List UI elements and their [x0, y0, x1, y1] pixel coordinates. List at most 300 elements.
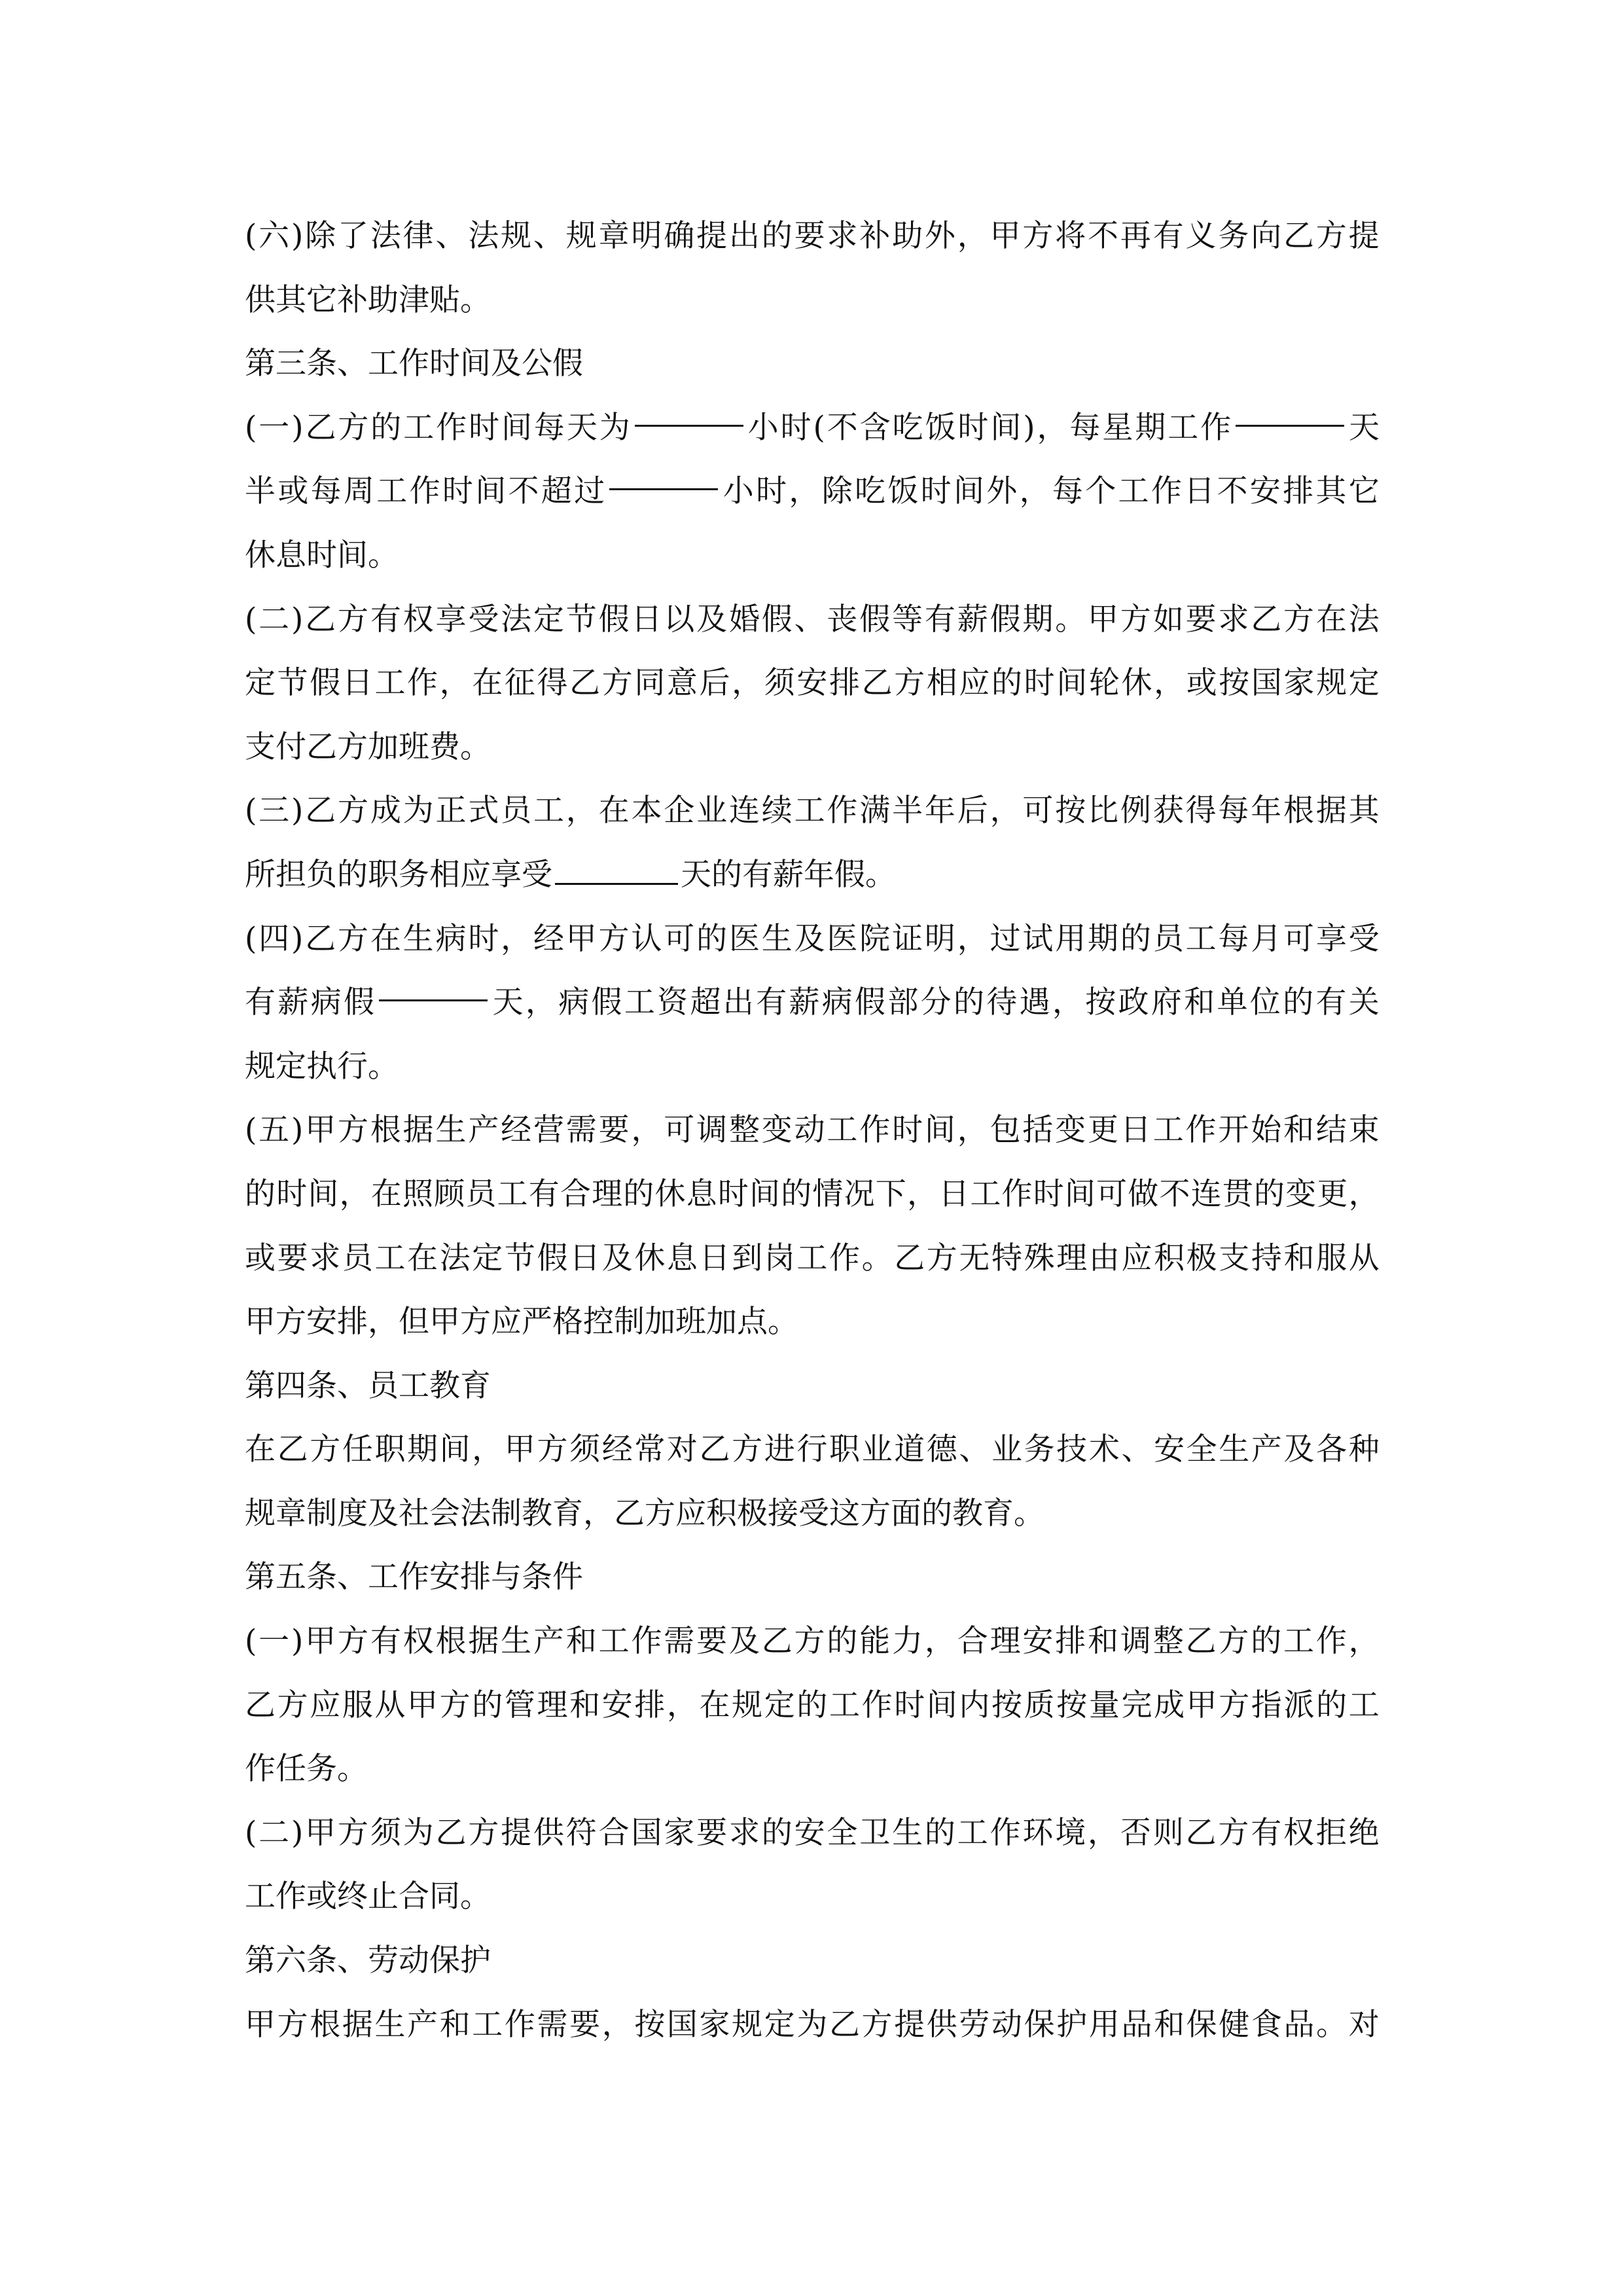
char: 指 [1251, 1687, 1282, 1723]
char: 间 [926, 1687, 957, 1723]
fill-in-blank[interactable] [1236, 396, 1344, 427]
char: 工 [1185, 920, 1217, 957]
char: 间 [439, 1431, 471, 1468]
char: 病 [435, 920, 467, 957]
char: 工 [970, 1175, 1001, 1212]
char: 周 [343, 473, 374, 510]
char: 或 [277, 473, 309, 510]
char: 生 [1219, 1431, 1250, 1468]
text-line [245, 459, 1380, 524]
char: 定 [1348, 665, 1380, 702]
char: 规 [732, 1687, 763, 1723]
char: 部 [887, 984, 919, 1021]
char: 作 [829, 1240, 860, 1276]
char: 和 [1184, 984, 1215, 1021]
char: 方 [537, 1431, 568, 1468]
char: 员 [342, 1240, 373, 1276]
char: 变 [761, 1112, 793, 1149]
char: 无 [959, 1240, 990, 1276]
char: 。 [861, 1240, 893, 1276]
char: 括 [1022, 1112, 1054, 1149]
char: 从 [1348, 1240, 1380, 1276]
char: 吃 [892, 409, 923, 446]
char: 需 [565, 1112, 597, 1149]
char: 理 [537, 1687, 568, 1723]
char: 对 [666, 1431, 698, 1468]
char: 业 [861, 1431, 893, 1468]
char: 和 [569, 1687, 601, 1723]
char: 外 [986, 473, 1018, 510]
char: 理 [990, 1623, 1021, 1660]
char: 乙 [305, 793, 336, 829]
char: 权 [402, 601, 434, 637]
fill-in-blank[interactable] [379, 971, 488, 1001]
char: 时 [276, 1175, 308, 1212]
line-text: 第五条、工作安排与条件 [245, 1559, 583, 1596]
char: 不 [1217, 473, 1248, 510]
char: 工 [376, 473, 408, 510]
char: ， [1348, 1623, 1380, 1660]
char: 其 [1348, 793, 1380, 829]
char: 甲 [990, 218, 1021, 254]
char: 时 [892, 1112, 923, 1149]
char: 正 [435, 793, 467, 829]
text-line [245, 779, 1380, 843]
char: 的 [953, 984, 984, 1021]
char: 间 [501, 409, 532, 446]
char: 的 [796, 1687, 828, 1723]
text-line [245, 1290, 1380, 1354]
char: 甲 [245, 2006, 276, 2043]
char: 丧 [827, 601, 858, 637]
char: 享 [435, 601, 467, 637]
char: 病 [310, 984, 342, 1021]
fill-in-blank[interactable] [635, 396, 743, 427]
char: 顾 [434, 1175, 465, 1212]
char: 保 [1186, 2006, 1217, 2043]
char: ， [957, 920, 988, 957]
char: 再 [1120, 218, 1151, 254]
line-text: 第六条、劳动保护 [245, 1943, 491, 1979]
char: 假 [591, 984, 622, 1021]
line-text: 所担负的职务相应享受 [245, 856, 552, 893]
char: 受 [468, 601, 499, 637]
char: 派 [1283, 1687, 1315, 1723]
char: 排 [1283, 473, 1314, 510]
char: ， [1052, 984, 1083, 1021]
char: 整 [1152, 1623, 1184, 1660]
char: 府 [1150, 984, 1182, 1021]
char: 或 [1186, 665, 1217, 702]
char: 节 [277, 665, 308, 702]
char: 的 [370, 409, 402, 446]
char: ， [501, 920, 532, 957]
char: ， [957, 218, 988, 254]
char: 乙 [1185, 1623, 1217, 1660]
char: 的 [761, 1814, 793, 1851]
char: 和 [1154, 2006, 1185, 2043]
char: ， [1037, 409, 1068, 446]
char: 作 [1001, 1175, 1033, 1212]
char: 法 [439, 1240, 471, 1276]
char: 时 [469, 409, 500, 446]
char: 常 [634, 1431, 666, 1468]
char: 安 [794, 1814, 825, 1851]
char: 动 [991, 2006, 1023, 2043]
char: 生 [402, 920, 434, 957]
char: ， [732, 665, 763, 702]
char: 休 [634, 1240, 666, 1276]
char: 期 [407, 1431, 438, 1468]
char: ) [291, 1814, 304, 1851]
char: 职 [374, 1431, 406, 1468]
char: 乙 [435, 1814, 467, 1851]
char: 吃 [855, 473, 885, 510]
char: 一 [259, 1623, 290, 1660]
char: 方 [439, 1687, 471, 1723]
char: 的 [696, 920, 728, 957]
char: 假 [859, 601, 891, 637]
char: 力 [892, 1623, 923, 1660]
char: 为 [599, 409, 630, 446]
char: 根 [435, 1623, 467, 1660]
char: 续 [761, 793, 793, 829]
char: 开 [1218, 1112, 1249, 1149]
char: 薪 [789, 984, 820, 1021]
char: 的 [924, 1814, 955, 1851]
char: 。 [1316, 2006, 1347, 2043]
char: 三 [259, 793, 290, 829]
char: 理 [592, 1175, 623, 1212]
char: 含 [859, 409, 891, 446]
text-line [245, 1162, 1380, 1227]
char: 及 [728, 1623, 760, 1660]
char: 品 [1283, 2006, 1315, 2043]
char: 合 [957, 1623, 988, 1660]
char: 有 [1251, 1814, 1282, 1851]
char: 特 [991, 1240, 1023, 1276]
char: 义 [1185, 218, 1217, 254]
char: 更 [1088, 1112, 1119, 1149]
char: 及 [1283, 1431, 1315, 1468]
char: 产 [1251, 1431, 1282, 1468]
char: 休 [1121, 665, 1152, 702]
char: 的 [1283, 984, 1314, 1021]
char: 员 [501, 793, 532, 829]
char: 每 [310, 473, 342, 510]
char: 乙 [1185, 1814, 1217, 1851]
line-text: 作任务。 [245, 1751, 368, 1787]
char: 工 [1283, 1623, 1315, 1660]
char: ， [339, 1175, 370, 1212]
text-line [245, 843, 1380, 907]
char: 须 [370, 1814, 401, 1851]
char: 方 [1218, 1623, 1249, 1660]
char: 作 [1200, 409, 1232, 446]
char: 日 [631, 601, 662, 637]
char: 保 [1024, 2006, 1055, 2043]
char: 可 [664, 920, 695, 957]
char: 外 [924, 218, 955, 254]
char: 在 [1315, 601, 1347, 637]
text-line [245, 1545, 1380, 1609]
char: 乙 [861, 665, 893, 702]
char: 能 [859, 1623, 891, 1660]
char: 连 [1190, 1175, 1222, 1212]
char: 规 [501, 218, 532, 254]
char: 定 [245, 665, 276, 702]
text-line [245, 1993, 1380, 2057]
char: 及 [794, 920, 825, 957]
char: 日 [569, 1240, 601, 1276]
char: 始 [1251, 1112, 1282, 1149]
char: 为 [402, 793, 434, 829]
char: 要 [696, 1814, 728, 1851]
char: 方 [338, 409, 369, 446]
char: 工 [374, 1240, 406, 1276]
char: 除 [821, 473, 853, 510]
char: 规 [1316, 665, 1347, 702]
char: 生 [892, 1814, 923, 1851]
char: ( [245, 1814, 257, 1851]
char: 极 [1186, 1240, 1217, 1276]
char: 务 [1024, 1431, 1055, 1468]
char: 时 [442, 473, 473, 510]
char: 乙 [699, 1431, 730, 1468]
char: ， [601, 2006, 633, 2043]
char: 结 [1315, 1112, 1347, 1149]
char: ( [245, 1623, 257, 1660]
char: 作 [990, 1814, 1021, 1851]
char: 规 [565, 218, 597, 254]
char: 按 [1219, 665, 1250, 702]
char: 如 [1152, 601, 1184, 637]
char: 技 [1056, 1431, 1088, 1468]
char: 作 [407, 665, 438, 702]
text-line [245, 1865, 1380, 1929]
char: 工 [1118, 473, 1149, 510]
char: 每 [1218, 793, 1249, 829]
char: 不 [508, 473, 539, 510]
char: 有 [245, 984, 276, 1021]
text-line [245, 1929, 1380, 1993]
char: 为 [402, 1814, 434, 1851]
char: 全 [1186, 1431, 1217, 1468]
char: 向 [1251, 218, 1282, 254]
char: 方 [310, 1431, 341, 1468]
char: 要 [794, 218, 825, 254]
char: 以 [664, 601, 695, 637]
char: 提 [501, 1814, 532, 1851]
char: 按 [1085, 984, 1116, 1021]
char: 可 [1096, 1175, 1128, 1212]
char: 假 [990, 601, 1021, 637]
char: 年 [924, 793, 955, 829]
char: 、 [959, 1431, 990, 1468]
text-line [245, 1737, 1380, 1801]
char: 劳 [959, 2006, 990, 2043]
char: 每 [1069, 409, 1101, 446]
char: 应 [310, 1687, 341, 1723]
char: 应 [1121, 1240, 1152, 1276]
line-text: 甲方安排，但甲方应严格控制加班加点。 [245, 1304, 798, 1340]
char: 天 [566, 409, 597, 446]
char: ) [1023, 409, 1035, 446]
char: 证 [892, 920, 923, 957]
char: ， [525, 984, 556, 1021]
char: 的 [991, 665, 1023, 702]
char: 本 [631, 793, 662, 829]
char: ( [813, 409, 825, 446]
char: 及 [696, 601, 728, 637]
char: 变 [1055, 1112, 1086, 1149]
fill-in-blank[interactable] [609, 459, 718, 490]
text-line [245, 204, 1380, 268]
char: 定 [764, 2006, 795, 2043]
char: 术 [1088, 1431, 1120, 1468]
char: 资 [657, 984, 688, 1021]
char: 工 [624, 984, 655, 1021]
char: 有 [528, 1175, 560, 1212]
char: 工 [1168, 409, 1199, 446]
char: 星 [1102, 409, 1133, 446]
char: 例 [1120, 793, 1151, 829]
char: ) [291, 601, 304, 637]
char: 内 [959, 1687, 990, 1723]
char: 乙 [894, 1240, 925, 1276]
char: 政 [1118, 984, 1149, 1021]
char: 连 [728, 793, 760, 829]
char: 合 [560, 1175, 591, 1212]
char: 乙 [1251, 601, 1282, 637]
char: 动 [794, 1112, 825, 1149]
char: 有 [370, 1623, 401, 1660]
char: 比 [1088, 793, 1119, 829]
char: 法 [1348, 601, 1380, 637]
line-text: 工作或终止合同。 [245, 1878, 491, 1915]
char: 二 [259, 1814, 290, 1851]
char: 持 [1251, 1240, 1282, 1276]
char: 日 [342, 665, 373, 702]
char: 时 [468, 920, 499, 957]
char: 的 [623, 1175, 654, 1212]
char: 全 [827, 1814, 858, 1851]
char: 健 [1219, 2006, 1250, 2043]
char: 按 [991, 1687, 1023, 1723]
char: 定 [533, 601, 564, 637]
char: 出 [728, 218, 760, 254]
fill-in-blank[interactable] [555, 854, 678, 885]
char: 国 [1251, 665, 1282, 702]
char: 护 [1056, 2006, 1088, 2043]
char: 在 [370, 920, 401, 957]
char: 相 [926, 665, 957, 702]
char: 获 [1152, 793, 1184, 829]
char: 小 [747, 409, 779, 446]
line-text: 天的有薪年假。 [681, 856, 896, 893]
char: 营 [533, 1112, 564, 1149]
char: 时 [1024, 665, 1055, 702]
char: 时 [894, 1687, 925, 1723]
char: 德 [926, 1431, 957, 1468]
char: 生 [435, 1112, 467, 1149]
char: 时 [780, 409, 812, 446]
char: 半 [892, 793, 923, 829]
char: 分 [920, 984, 952, 1021]
char: 成 [370, 793, 401, 829]
char: 天 [492, 984, 524, 1021]
char: ， [924, 1623, 955, 1660]
char: 确 [664, 218, 695, 254]
char: 日 [938, 1175, 970, 1212]
char: 、 [794, 601, 825, 637]
char: 求 [728, 1814, 760, 1851]
char: ， [472, 1431, 503, 1468]
char: 时 [920, 473, 952, 510]
char: 征 [504, 665, 535, 702]
char: 调 [1120, 1623, 1151, 1660]
char: 任 [342, 1431, 373, 1468]
char: 和 [1283, 1240, 1315, 1276]
char: 方 [338, 793, 368, 829]
char: 乙 [569, 665, 601, 702]
char: 行 [796, 1431, 828, 1468]
char: 为 [796, 2006, 828, 2043]
char: 时 [1033, 1175, 1064, 1212]
char: 方 [1283, 601, 1315, 637]
char: 日 [1120, 1112, 1151, 1149]
line-text: 规章制度及社会法制教育，乙方应积极接受这方面的教育。 [245, 1495, 1044, 1532]
char: 方 [277, 2006, 308, 2043]
char: 薪 [957, 601, 988, 637]
char: 甲 [407, 1687, 438, 1723]
char: 节 [565, 601, 597, 637]
char: 作 [504, 2006, 535, 2043]
char: 求 [1218, 601, 1249, 637]
line-text: 休息时间。 [245, 537, 399, 573]
char: 情 [812, 1175, 844, 1212]
char: 方 [1218, 1814, 1249, 1851]
char: 由 [1088, 1240, 1120, 1276]
char: 进 [764, 1431, 795, 1468]
char: 调 [696, 1112, 728, 1149]
char: 要 [1185, 601, 1217, 637]
char: 有 [1152, 218, 1184, 254]
char: ) [291, 1112, 304, 1149]
char: 甲 [305, 1623, 336, 1660]
text-line [245, 1482, 1380, 1546]
text-line [245, 588, 1380, 652]
char: 假 [855, 984, 885, 1021]
line-text: 规定执行。 [245, 1048, 399, 1085]
char: ( [245, 218, 257, 254]
char: 享 [1315, 920, 1347, 957]
char: 可 [1022, 793, 1054, 829]
char: 超 [541, 473, 572, 510]
char: 方 [1315, 218, 1347, 254]
char: 提 [1348, 218, 1380, 254]
char: 小 [722, 473, 754, 510]
char: 可 [1283, 920, 1315, 957]
char: 日 [1184, 473, 1215, 510]
char: 产 [468, 1112, 499, 1149]
char: 安 [1022, 1623, 1054, 1660]
char: ， [1154, 665, 1185, 702]
char: ， [1088, 1814, 1119, 1851]
char: 务 [1218, 218, 1249, 254]
char: 按 [1055, 793, 1086, 829]
text-line [245, 971, 1380, 1035]
